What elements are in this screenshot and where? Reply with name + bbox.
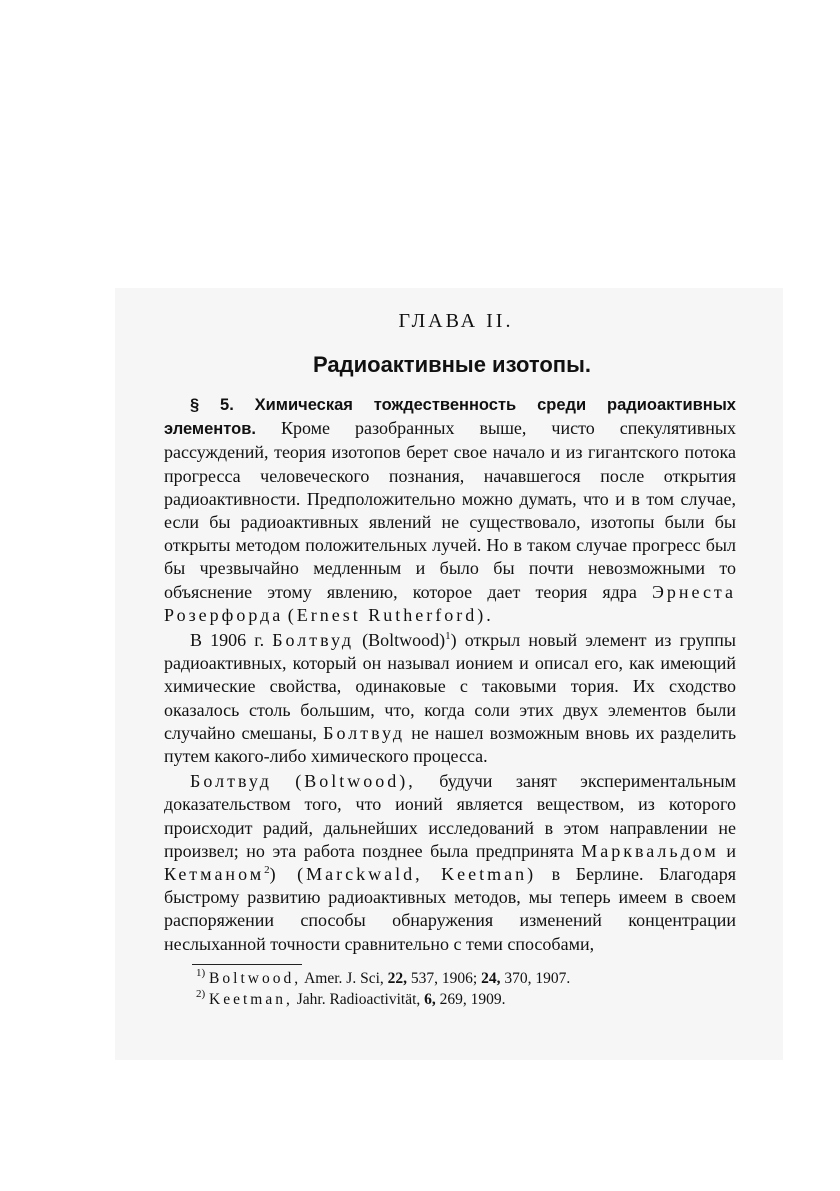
footnote-pages: 537, 1906;: [410, 969, 478, 987]
person-name: Кетманом: [164, 864, 265, 885]
footnote-author: Boltwood,: [209, 969, 302, 987]
footnote-rule: [192, 964, 302, 965]
person-name: Болтвуд: [190, 771, 272, 792]
footnote-volume: 6,: [424, 990, 436, 1008]
latin-name: (Ernest Rutherford).: [287, 604, 494, 625]
paragraph-2-text: ) открыл новый элемент из группы радиоактивных, который он называл ионием и описал его, как имеющий химические свойства, одинаковые с таковыми тория. Их сходство оказалось столь большим, что, когда соли этих двух элементов были случайно смешаны,: [164, 630, 736, 743]
footnote-ref: 1: [445, 630, 451, 643]
body-text: [164, 393, 736, 956]
footnote-mark: 2): [196, 987, 206, 1000]
paragraph-3-text: будучи занят экспериментальным доказательством того, что ионий является веществом, из которого происходит радий, дальнейших исследований в этом направлении не произвел; но эта работа позднее была предпринята: [164, 771, 736, 861]
paragraph-2-text: не нашел возможным вновь их разделить путем какого-либо химического процесса.: [164, 722, 737, 767]
person-name: Эрнеста Розерфорда: [164, 581, 737, 625]
paragraph-2: [164, 629, 736, 768]
footnote-journal: Amer. J. Sci,: [304, 969, 384, 987]
person-name: Болтвуд: [272, 630, 355, 651]
paragraph-1-text: Кроме разобранных выше, чисто спекулятивных рассуждений, теория изотопов берет свое начало и из гигантского потока прогресса человеческого познания, начавшегося после открытия радиоактивности. Предположительно можно думать, что и в том случае, если бы радиоактивных явлений не существовало, изотопы были бы открыты методом положительных лучей. Но в таком случае прогресс был бы чрезвычайно медленным и было бы почти невозможными то объяснение этому явлению, которое дает теория ядра: [164, 418, 737, 602]
latin-name: (Boltwood),: [295, 771, 416, 792]
chapter-title: Радиоактивные изотопы.: [313, 352, 591, 377]
paragraph-3: [164, 770, 736, 956]
paragraph-2-text: В 1906 г.: [190, 630, 265, 651]
footnote-volume: 24,: [481, 969, 501, 987]
footnotes: [164, 968, 736, 1010]
section-number: § 5.: [190, 396, 234, 414]
person-name: Болтвуд: [323, 722, 405, 743]
footnote-1: [196, 968, 736, 989]
footnote-mark: 1): [196, 966, 206, 979]
section-heading: Химическая тождественность среди радиоактивных элементов.: [164, 396, 736, 439]
paragraph-3-text: в Берлине. Благодаря быстрому развитию радиоактивных методов, мы теперь имеем в своем распоряжении способы обнаружения изменений концентрации неслыханной точности сравнительно с теми способами,: [164, 864, 736, 954]
footnote-journal: Jahr. Radioactivität,: [296, 990, 421, 1008]
footnote-ref: 2: [264, 864, 270, 877]
footnote-volume: 22,: [387, 969, 408, 987]
latin-name: ) (Marckwald, Keetman): [269, 864, 537, 885]
latin-name: (Boltwood): [362, 630, 446, 651]
footnote-2: [196, 989, 736, 1010]
paragraph-1: [164, 393, 736, 627]
footnote-author: Keetman,: [209, 990, 293, 1008]
paragraph-3-text: и: [726, 840, 737, 861]
person-name: Марквальдом: [581, 840, 719, 861]
chapter-label: ГЛАВА II.: [398, 310, 514, 332]
footnote-pages: 269, 1909.: [439, 990, 506, 1008]
document-page: [164, 310, 736, 1010]
footnote-pages: 370, 1907.: [504, 969, 571, 987]
